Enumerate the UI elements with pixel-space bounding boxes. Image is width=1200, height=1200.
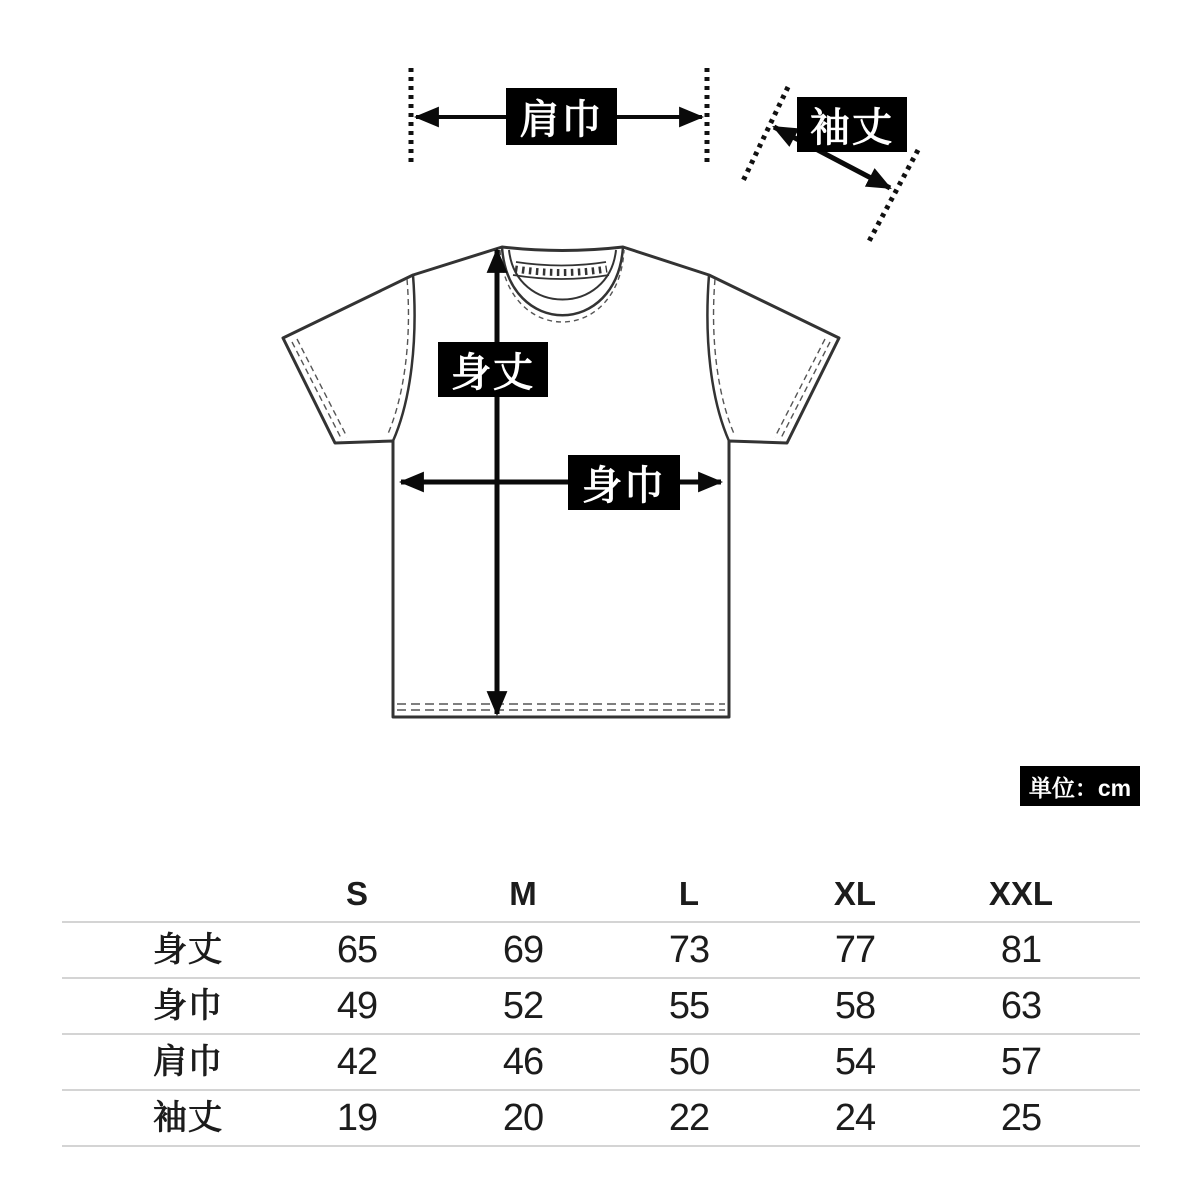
table-cell: 77 xyxy=(834,929,876,971)
table-cell: 58 xyxy=(834,985,876,1027)
column-header-m: M xyxy=(509,874,537,912)
table-cell: 73 xyxy=(668,929,710,971)
table-cell: 22 xyxy=(668,1097,710,1139)
table-cell: 46 xyxy=(502,1041,544,1083)
table-row xyxy=(62,1091,1140,1147)
table-cell: 49 xyxy=(336,985,378,1027)
table-cell: 19 xyxy=(336,1097,378,1139)
table-cell: 57 xyxy=(1000,1041,1042,1083)
unit-badge: 単位：cm xyxy=(1020,766,1140,806)
table-cell: 52 xyxy=(502,985,544,1027)
row-label-shoulder-width: 肩巾 xyxy=(153,1043,223,1081)
table-row xyxy=(62,979,1140,1035)
column-header-xl: XL xyxy=(833,874,877,912)
table-row xyxy=(62,923,1140,979)
table-cell: 65 xyxy=(336,929,378,971)
row-label-sleeve-length: 袖丈 xyxy=(153,1099,223,1137)
size-table xyxy=(62,865,1140,1147)
row-label-body-width: 身巾 xyxy=(153,987,223,1025)
table-cell: 69 xyxy=(502,929,544,971)
shoulder-width-label: 肩巾 xyxy=(506,88,617,145)
row-label-body-length: 身丈 xyxy=(153,931,223,969)
table-cell: 81 xyxy=(1000,929,1042,971)
body-width-label: 身巾 xyxy=(568,455,680,510)
table-row xyxy=(62,1035,1140,1091)
table-cell: 20 xyxy=(502,1097,544,1139)
sleeve-length-label: 袖丈 xyxy=(797,97,907,152)
table-cell: 50 xyxy=(668,1041,710,1083)
table-cell: 54 xyxy=(834,1041,876,1083)
body-length-label: 身丈 xyxy=(438,342,548,397)
table-cell: 55 xyxy=(668,985,710,1027)
column-header-l: L xyxy=(678,874,700,912)
table-cell: 42 xyxy=(336,1041,378,1083)
table-cell: 24 xyxy=(834,1097,876,1139)
column-header-xxl: XXL xyxy=(988,874,1054,912)
table-cell: 25 xyxy=(1000,1097,1042,1139)
column-header-s: S xyxy=(345,874,368,912)
table-cell: 63 xyxy=(1000,985,1042,1027)
table-header-row xyxy=(62,865,1140,923)
